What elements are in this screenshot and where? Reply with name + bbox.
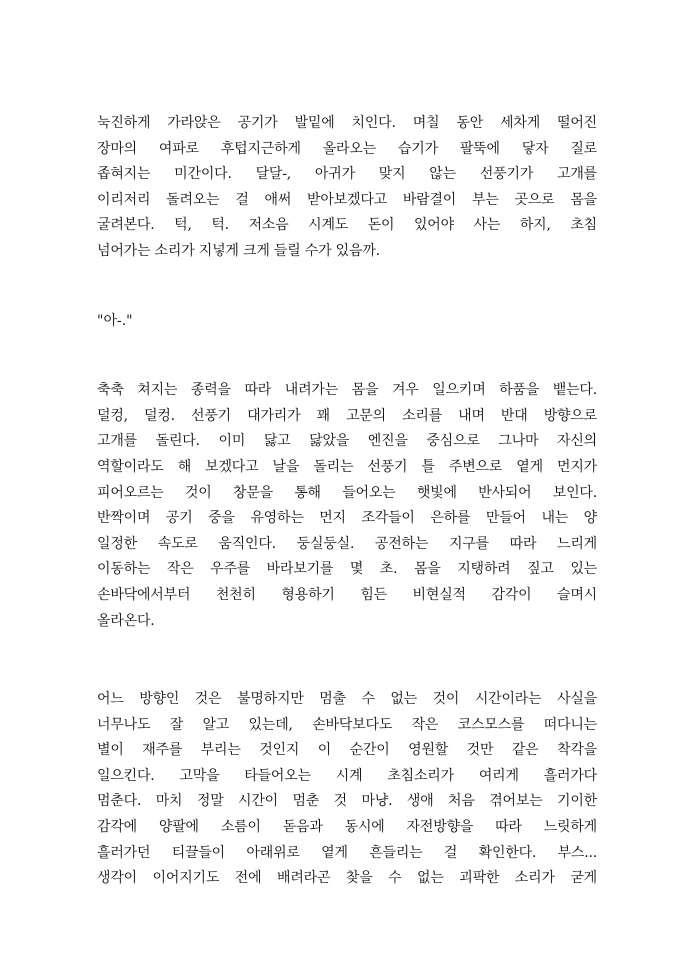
dialogue-quote — [97, 309, 597, 335]
paragraph-2 — [97, 378, 597, 634]
text-line: 일으킨다. 고막을 타들어오는 시계 초침소리가 여리게 흘러가다 — [97, 767, 597, 784]
text-line: 흘러가던 티끌들이 아래위로 옅게 흔들리는 걸 확인한다. 부스... — [97, 844, 597, 861]
quote-text: "아-." — [97, 312, 133, 329]
text-line: 손바닥에서부터 천천히 형용하기 힘든 비현실적 감각이 슬며시 — [97, 586, 597, 603]
text-line: 별이 재주를 부리는 것인지 이 순간이 영원할 것만 같은 착각을 — [97, 742, 597, 759]
text-line: 장마의 여파로 후텁지근하게 올라오는 습기가 팔뚝에 닿자 질로 — [97, 140, 597, 157]
text-line: 눅진하게 가라앉은 공기가 발밑에 치인다. 며칠 동안 세차게 떨어진 — [97, 115, 597, 131]
paragraph-3 — [97, 687, 597, 892]
text-line: 너무나도 잘 알고 있는데, 손바닥보다도 작은 코스모스를 떠다니는 — [97, 716, 597, 733]
paragraph-spacer — [97, 265, 597, 309]
text-line: 굴려본다. 턱, 턱. 저소음 시계도 돈이 있어야 사는 하지, 초침 — [97, 217, 597, 234]
text-line: 넘어가는 소리가 지넣게 크게 들릴 수가 있음까. — [97, 242, 380, 259]
text-line: 덜컹, 덜컹. 선풍기 대가리가 꽤 고문의 소리를 내며 반대 방향으로 — [97, 407, 597, 424]
paragraph-spacer — [97, 334, 597, 378]
text-line: 감각에 양팔에 소름이 돋음과 동시에 자전방향을 따라 느릿하게 — [97, 819, 597, 836]
text-line: 반짝이며 공기 중을 유영하는 먼지 조각들이 은하를 만들어 내는 양 — [97, 510, 597, 527]
text-line: 피어오르는 것이 창문을 통해 들어오는 햇빛에 반사되어 보인다. — [97, 484, 597, 501]
text-line: 올라온다. — [97, 612, 155, 629]
text-line: 생각이 이어지기도 전에 배려라곤 찾을 수 없는 괴팍한 소리가 굳게 — [97, 870, 597, 887]
text-line: 이리저리 돌려오는 걸 애써 받아보겠다고 바람결이 부는 곳으로 몸을 — [97, 191, 597, 208]
text-line: 축축 쳐지는 종력을 따라 내려가는 몸을 겨우 일으키며 하품을 뱉는다. — [97, 382, 597, 399]
text-line: 이동하는 작은 우주를 바라보기를 몇 초. 몸을 지탱하려 짚고 있는 — [97, 561, 597, 578]
text-line: 역할이라도 해 보겠다고 날을 돌리는 선풍기 틀 주변으로 옅게 먼지가 — [97, 458, 597, 475]
text-line: 어느 방향인 것은 불명하지만 멈출 수 없는 것이 시간이라는 사실을 — [97, 691, 597, 708]
text-line: 좁혀지는 미간이다. 달달-, 아귀가 맞지 않는 선풍기가 고개를 — [97, 166, 597, 183]
paragraph-spacer — [97, 634, 597, 687]
text-line: 멈춘다. 마치 정말 시간이 멈춘 것 마냥. 생애 처음 겪어보는 기이한 — [97, 793, 597, 810]
document-page — [97, 111, 597, 892]
paragraph-1 — [97, 111, 597, 265]
text-line: 일정한 속도로 움직인다. 둥실둥실. 공전하는 지구를 따라 느리게 — [97, 535, 597, 552]
text-line: 고개를 돌린다. 이미 닳고 닳았을 엔진을 중심으로 그나마 자신의 — [97, 433, 597, 450]
